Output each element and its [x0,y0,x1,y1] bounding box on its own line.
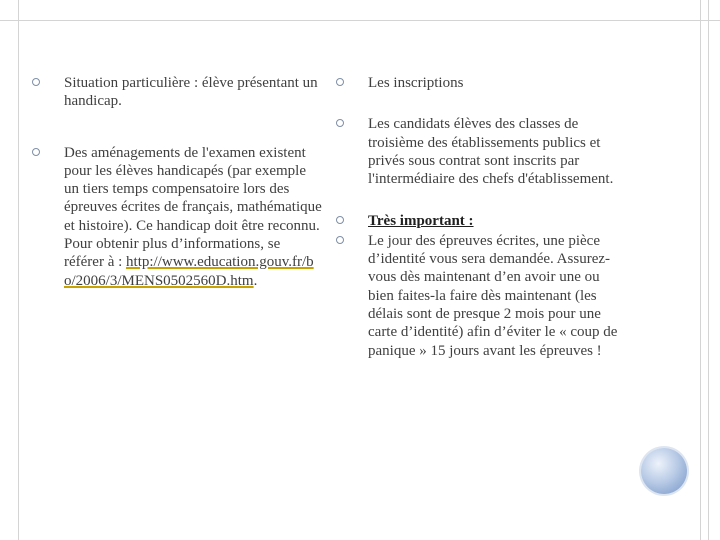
frame-line-left [18,0,19,540]
bullet-item-situation [30,74,322,111]
bullet-icon [32,78,40,86]
bullet-item-candidats [334,115,626,188]
frame-line-top [0,20,720,21]
item-text: Les inscriptions [368,75,464,91]
frame-line-right-inner [708,0,709,540]
bullet-icon [336,119,344,127]
item-text: Situation particulière : élève présentant un handicap. [64,75,318,110]
item-text: Les candidats élèves des classes de troisième des établissements publics et privés sous contrat sont inscrits par l'intermédiaire des chefs d'établissement. [368,116,614,188]
reference-link[interactable]: http://www.education.gouv.fr/bo/2006/3/MENS0502560D.htm [64,254,314,289]
bullet-item-inscriptions [334,74,626,92]
frame-line-right-outer [700,0,701,540]
item-heading: Très important : [368,213,474,230]
bullet-icon [336,236,344,244]
left-column [30,74,322,290]
bullet-icon [32,148,40,156]
item-text: Des aménagements de l'examen existent pour les élèves handicapés (par exemple un tiers temps compensatoire lors des épreuves écrites de français, mathématique et histoire). Ce handicap doit être reconnu. Pour obtenir plus d’informations, se référer à : [64,144,322,271]
bullet-icon [336,78,344,86]
bullet-item-important [334,212,626,230]
bullet-item-piece-identite [334,232,626,360]
item-text: Le jour des épreuves écrites, une pièce d’identité vous sera demandée. Assurez-vous dès maintenant d’en avoir une ou bien faites-la faire dès maintenant (les délais sont de presque 2 mois pour une carte d’identité) afin d’éviter le « coup de panique » 15 jours avant les épreuves ! [368,232,618,359]
bullet-item-amenagements [30,144,322,290]
right-column [334,74,626,360]
bullet-icon [336,216,344,224]
decorative-orb-icon [641,448,687,494]
item-text-end: . [253,272,258,289]
